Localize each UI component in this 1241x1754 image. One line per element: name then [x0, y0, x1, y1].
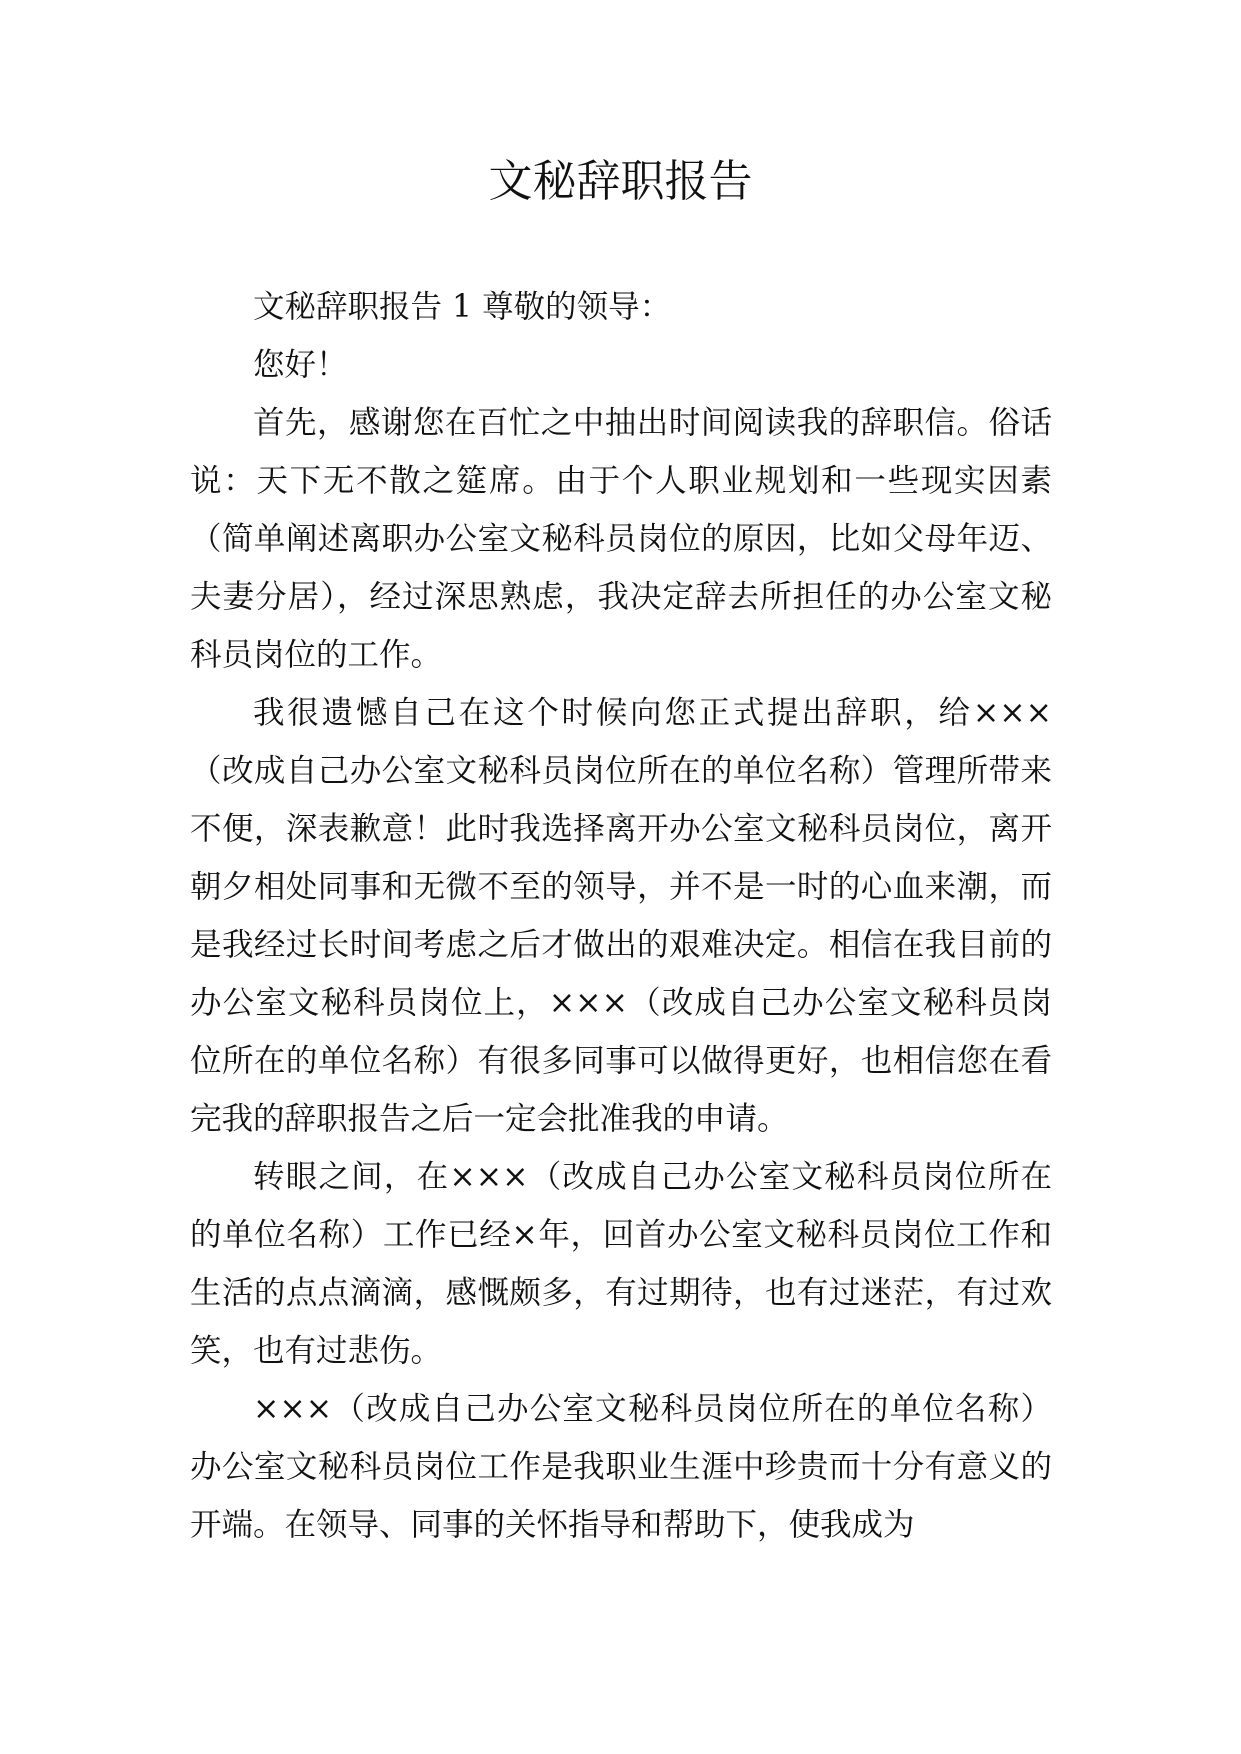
paragraph-greeting: 您好！	[253, 347, 348, 383]
document-body	[190, 278, 1052, 1554]
paragraph: 转眼之间，在×××（改成自己办公室文秘科员岗位所在的单位名称）工作已经×年，回首办公室文秘科员岗位工作和生活的点点滴滴，感慨颇多，有过期待，也有过迷茫，有过欢笑，也有过悲伤。	[190, 1159, 1052, 1369]
document-title: 文秘辞职报告	[488, 156, 753, 207]
paragraph: 首先，感谢您在百忙之中抽出时间阅读我的辞职信。俗话说：天下无不散之筵席。由于个人职业规划和一些现实因素（简单阐述离职办公室文秘科员岗位的原因，比如父母年迈、夫妻分居），经过深思熟虑，我决定辞去所担任的办公室文秘科员岗位的工作。	[190, 405, 1052, 673]
paragraph-salutation: 文秘辞职报告 1 尊敬的领导：	[253, 289, 672, 325]
paragraph: ×××（改成自己办公室文秘科员岗位所在的单位名称）办公室文秘科员岗位工作是我职业生涯中珍贵而十分有意义的开端。在领导、同事的关怀指导和帮助下，使我成为	[190, 1391, 1052, 1543]
paragraph: 我很遗憾自己在这个时候向您正式提出辞职，给×××（改成自己办公室文秘科员岗位所在的单位名称）管理所带来不便，深表歉意！此时我选择离开办公室文秘科员岗位，离开朝夕相处同事和无微不至的领导，并不是一时的心血来潮，而是我经过长时间考虑之后才做出的艰难决定。相信在我目前的办公室文秘科员岗位上，×××（改成自己办公室文秘科员岗位所在的单位名称）有很多同事可以做得更好，也相信您在看完我的辞职报告之后一定会批准我的申请。	[190, 695, 1052, 1137]
